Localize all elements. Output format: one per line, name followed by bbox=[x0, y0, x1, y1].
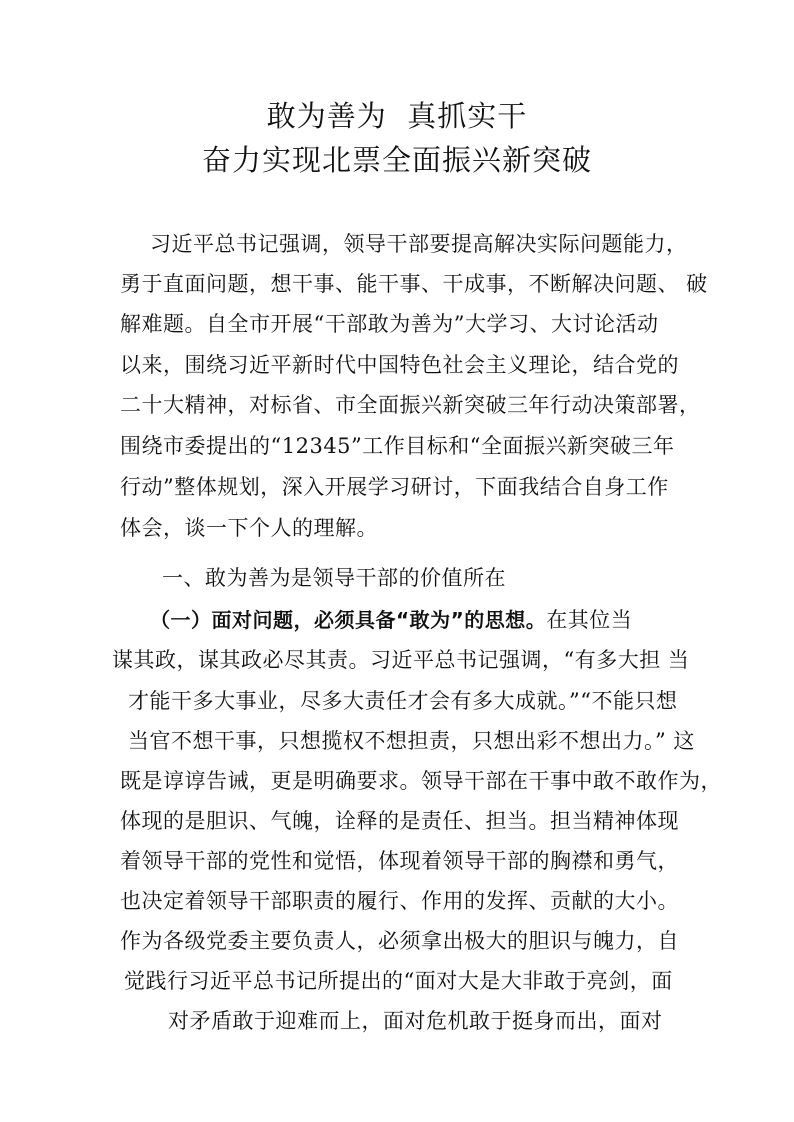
paragraph-line: 谋其政，谋其政必尽其责。习近平总书记强调，“有多大担 当 bbox=[112, 648, 690, 672]
paragraph-continuation: 在其位当 bbox=[546, 608, 633, 632]
document-title-line-2: 奋力实现北票全面振兴新突破 bbox=[201, 143, 592, 177]
paragraph-line: 才能干多大事业，尽多大责任才会有多大成就。”“不能只想 bbox=[128, 689, 678, 713]
paragraph-line: 对矛盾敢于迎难而上，面对危机敢于挺身而出，面对 bbox=[168, 1009, 663, 1033]
paragraph-line: 也决定着领导干部职责的履行、作用的发挥、贡献的大小。 bbox=[120, 889, 679, 913]
paragraph-line: 体会，谈一下个人的理解。 bbox=[120, 516, 378, 540]
paragraph-line: 作为各级党委主要负责人，必须拿出极大的胆识与魄力，自 bbox=[120, 929, 679, 953]
paragraph-line: 勇于直面问题，想干事、能干事、干成事，不断解决问题、 破 bbox=[120, 272, 708, 296]
paragraph-line: 觉践行习近平总书记所提出的“面对大是大非敢于亮剑，面 bbox=[124, 969, 673, 993]
paragraph-line: 二十大精神，对标省、市全面振兴新突破三年行动决策部署， bbox=[120, 393, 701, 417]
subsection-heading: （一）面对问题，必须具备“敢为”的思想。 bbox=[150, 608, 547, 632]
paragraph-line: 行动”整体规划，深入开展学习研讨，下面我结合自身工作 bbox=[120, 475, 669, 499]
paragraph-line: 解难题。自全市开展“干部敢为善为”大学习、大讨论活动 bbox=[120, 312, 659, 336]
paragraph-line: 当官不想干事，只想揽权不想担责，只想出彩不想出力。” 这 bbox=[128, 729, 695, 753]
paragraph-line: 着领导干部的党性和觉悟，体现着领导干部的胸襟和勇气， bbox=[120, 849, 679, 873]
paragraph-line: 围绕市委提出的“12345”工作目标和“全面振兴新突破三年 bbox=[120, 434, 675, 458]
paragraph-line: 以来，围绕习近平新时代中国特色社会主义理论，结合党的 bbox=[120, 353, 679, 377]
paragraph-line: 习近平总书记强调，领导干部要提高解决实际问题能力， bbox=[150, 232, 688, 256]
paragraph-line: 既是谆谆告诫，更是明确要求。领导干部在干事中敢不敢作为， bbox=[120, 769, 722, 793]
subsection-first-line bbox=[150, 607, 632, 633]
document-title-line-1: 敢为善为 真抓实干 bbox=[266, 99, 528, 133]
section-heading: 一、敢为善为是领导干部的价值所在 bbox=[162, 566, 506, 590]
paragraph-line: 体现的是胆识、气魄，诠释的是责任、担当。担当精神体现 bbox=[120, 809, 679, 833]
